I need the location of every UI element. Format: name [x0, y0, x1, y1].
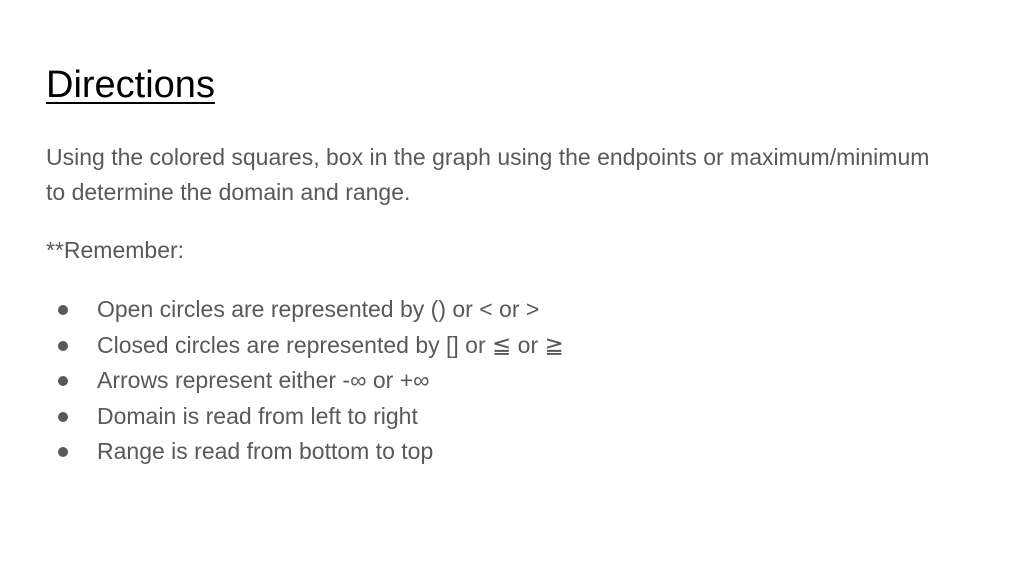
bullet-item-domain: [46, 399, 564, 435]
bullet-list: [46, 292, 564, 470]
bullet-item-arrows: [46, 363, 564, 399]
bullet-text: Range is read from bottom to top: [97, 438, 434, 464]
bullet-dot-icon: [58, 341, 68, 351]
bullet-dot-icon: [58, 305, 68, 315]
bullet-dot-icon: [58, 412, 68, 422]
bullet-item-closed-circles: [46, 328, 564, 364]
slide-title: Directions: [46, 64, 215, 106]
bullet-item-range: [46, 434, 564, 470]
bullet-text: Domain is read from left to right: [97, 402, 418, 429]
bullet-text: Closed circles are represented by [] or ≦ or ≧: [97, 331, 564, 358]
bullet-dot-icon: [58, 376, 68, 386]
bullet-text: Arrows represent either -∞ or +∞: [97, 367, 430, 393]
intro-paragraph: Using the colored squares, box in the graph using the endpoints or maximum/minimum to determine the domain and range.: [46, 144, 930, 205]
bullet-text: Open circles are represented by () or < or >: [97, 296, 540, 322]
bullet-dot-icon: [58, 447, 68, 457]
remember-label: **Remember:: [46, 237, 185, 263]
bullet-item-open-circles: [46, 292, 564, 328]
